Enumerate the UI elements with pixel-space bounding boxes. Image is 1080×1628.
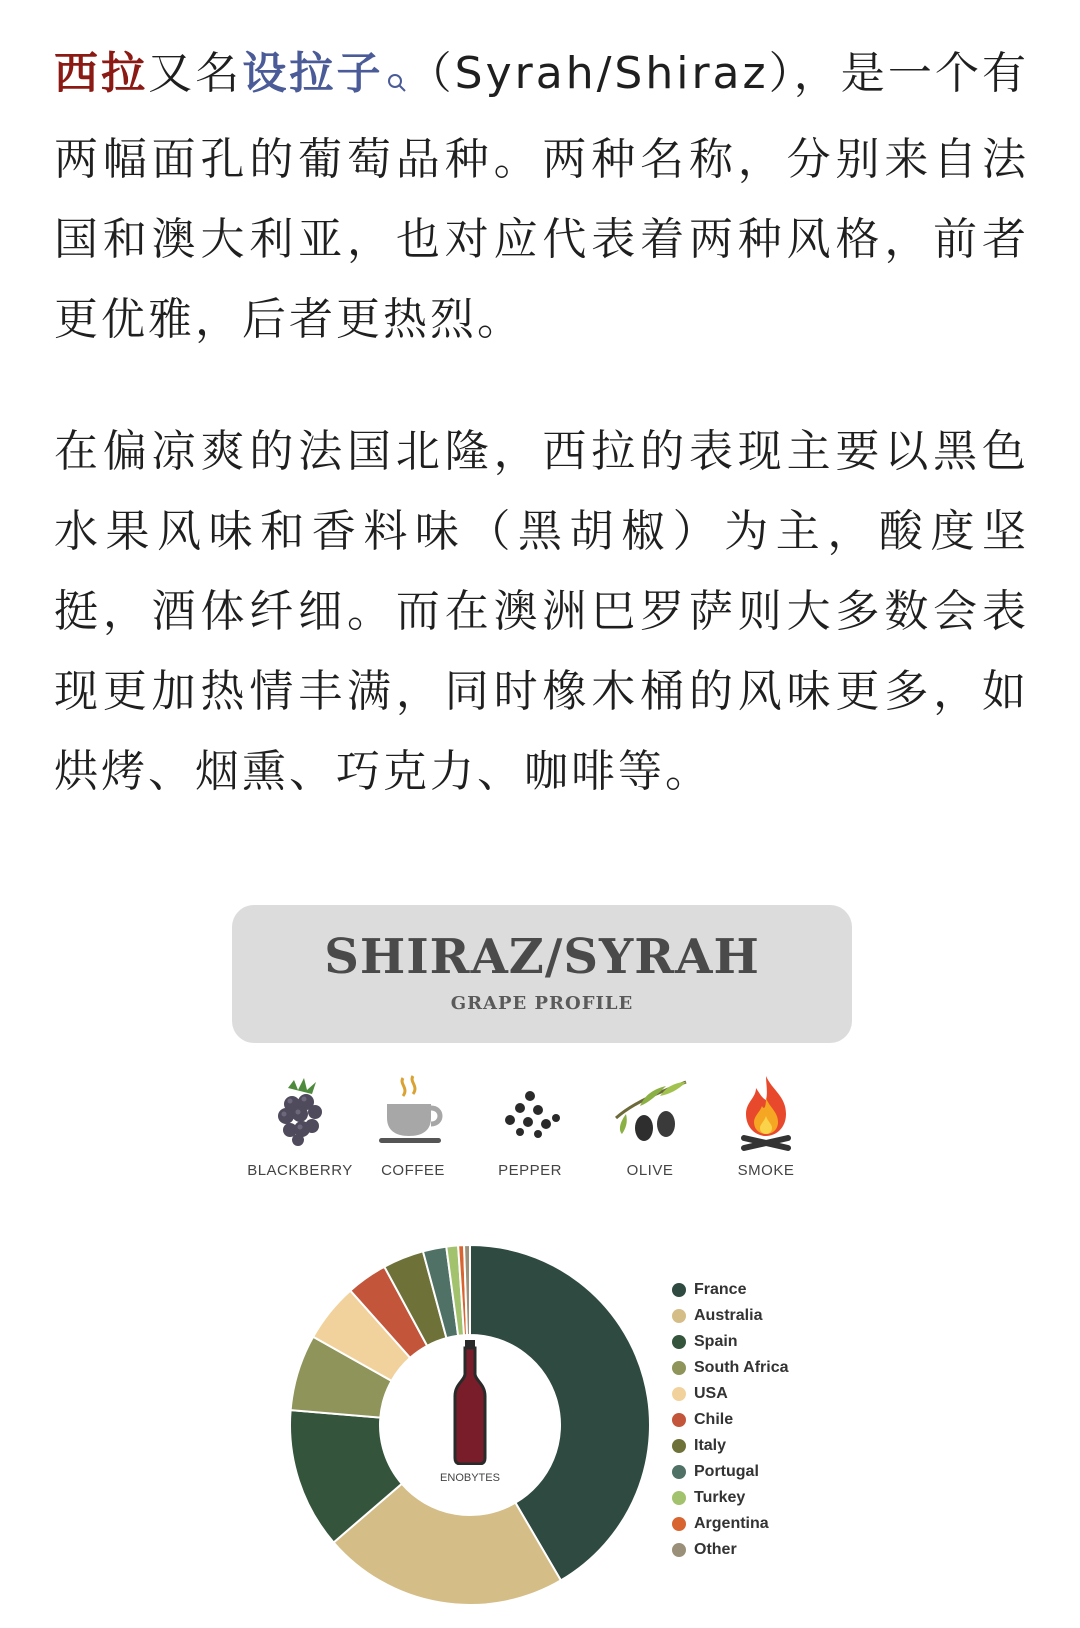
legend-label: Australia xyxy=(694,1307,763,1324)
legend-label: South Africa xyxy=(694,1359,789,1376)
legend-swatch xyxy=(672,1335,686,1349)
flavor-smoke xyxy=(706,1072,826,1192)
legend-label: Spain xyxy=(694,1333,738,1350)
legend-item xyxy=(672,1485,789,1511)
legend-swatch xyxy=(672,1413,686,1427)
legend-label: Chile xyxy=(694,1411,734,1428)
center-label: ENOBYTES xyxy=(440,1472,500,1484)
infographic-title: SHIRAZ/SYRAH xyxy=(324,929,760,985)
legend-label: Portugal xyxy=(694,1463,759,1480)
flavor-label: BLACKBERRY xyxy=(247,1162,353,1179)
legend-item xyxy=(672,1277,789,1303)
legend-label: Other xyxy=(694,1541,737,1558)
legend-item xyxy=(672,1433,789,1459)
production-donut-chart xyxy=(280,1235,660,1615)
flavor-blackberry xyxy=(240,1072,360,1192)
flavor-label: COFFEE xyxy=(381,1162,445,1179)
legend-label: France xyxy=(694,1281,747,1298)
olive-icon xyxy=(610,1072,690,1152)
flavor-label: PEPPER xyxy=(498,1162,562,1179)
legend-swatch xyxy=(672,1361,686,1375)
intro-paragraph xyxy=(54,34,1029,360)
flavor-olive xyxy=(590,1072,710,1192)
legend-swatch xyxy=(672,1543,686,1557)
term-syrah: 西拉 xyxy=(54,48,149,99)
legend-item xyxy=(672,1407,789,1433)
style-paragraph: 在偏凉爽的法国北隆，西拉的表现主要以黑色水果风味和香料味（黑胡椒）为主，酸度坚挺，酒体纤细。而在澳洲巴罗萨则大多数会表现更加热情丰满，同时橡木桶的风味更多，如烘烤、烟熏、巧克力、咖啡等。 xyxy=(54,426,1029,797)
legend-swatch xyxy=(672,1283,686,1297)
legend-label: Italy xyxy=(694,1437,727,1454)
legend-item xyxy=(672,1537,789,1563)
chart-legend xyxy=(672,1277,789,1563)
legend-swatch xyxy=(672,1517,686,1531)
smoke-fire-icon xyxy=(726,1072,806,1152)
legend-swatch xyxy=(672,1491,686,1505)
legend-item xyxy=(672,1303,789,1329)
flavor-coffee xyxy=(353,1072,473,1192)
legend-label: Argentina xyxy=(694,1515,769,1532)
blackberry-icon xyxy=(260,1072,340,1152)
pepper-icon xyxy=(490,1072,570,1152)
intro-text: （Syrah/Shiraz），是一个有两幅面孔的葡萄品种。两种名称，分别来自法国和澳大利亚，也对应代表着两种风格，前者更优雅，后者更热烈。 xyxy=(54,48,1030,345)
flavor-label: OLIVE xyxy=(626,1162,674,1179)
flavor-pepper xyxy=(470,1072,590,1192)
infographic-subtitle: GRAPE PROFILE xyxy=(450,993,634,1014)
search-icon[interactable] xyxy=(386,40,408,120)
legend-item xyxy=(672,1459,789,1485)
legend-swatch xyxy=(672,1465,686,1479)
flavor-label: SMOKE xyxy=(737,1162,795,1179)
term-shiraz-link[interactable]: 设拉子 xyxy=(242,48,384,99)
legend-item xyxy=(672,1329,789,1355)
legend-item xyxy=(672,1381,789,1407)
connector-text: 又名 xyxy=(148,48,243,99)
infographic-banner xyxy=(232,905,852,1043)
legend-label: Turkey xyxy=(694,1489,746,1506)
legend-swatch xyxy=(672,1387,686,1401)
coffee-cup-icon xyxy=(373,1072,453,1152)
legend-swatch xyxy=(672,1309,686,1323)
legend-label: USA xyxy=(694,1385,728,1402)
wine-bottle-icon xyxy=(451,1340,489,1465)
legend-item xyxy=(672,1511,789,1537)
legend-swatch xyxy=(672,1439,686,1453)
legend-item xyxy=(672,1355,789,1381)
